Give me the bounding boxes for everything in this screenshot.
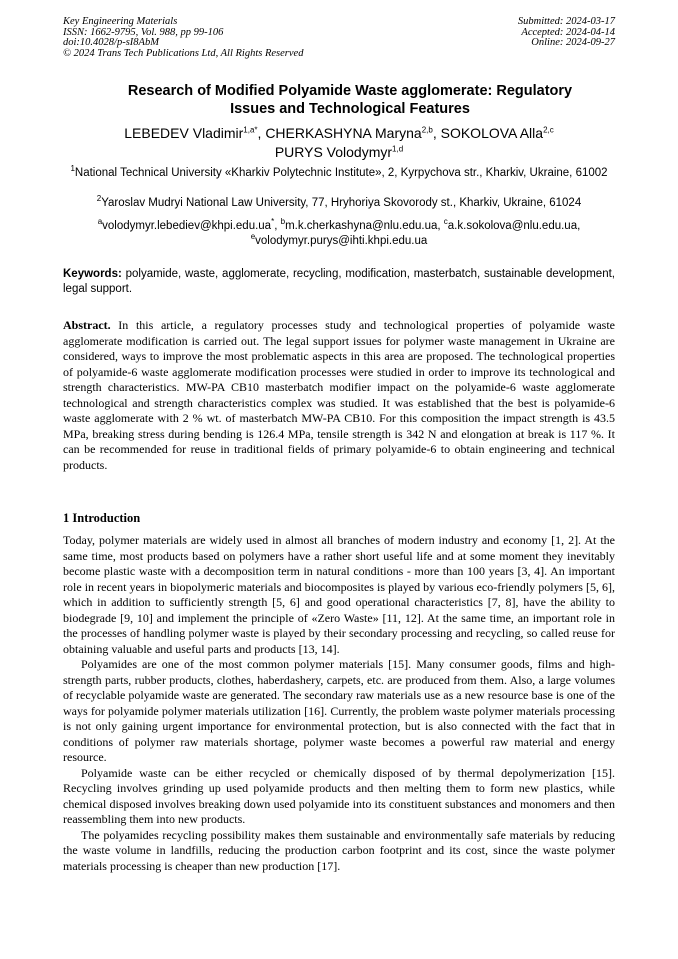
affiliation-1: $^1$National Technical University «Kharkiv Polytechnic Institute», 2, Kyrpychova str., Kharkiv, Ukraine, 61002 <box>70 164 608 179</box>
accepted-date: Accepted: 2024-04-14 <box>521 26 615 38</box>
author-list <box>63 124 615 162</box>
email-link[interactable]: volodymyr.lebediev@khpi.edu.ua <box>102 220 272 232</box>
paper-title-line: Issues and Technological Features <box>230 101 470 117</box>
journal-header-right <box>518 17 615 49</box>
section-heading: 1 Introduction <box>63 511 141 525</box>
author-affiliation-mark: 2,b <box>421 125 433 135</box>
paragraph: Today, polymer materials are widely used in almost all branches of modern industry and economy [1, 2]. At the same time, most products based on polymers have a rather short useful life and at some moment they inevitably become plastic waste with a decomposition term in natural conditions - more than 100 years [3, 4]. An important role in recent years in biopolymeric materials and biocomposites is played by various eco-friendly polymers [5, 6], which in addition to sufficiently strength [5, 6] and good operational characteristics [7, 8], have the ability to biodegrade [9, 10] and implement the principle of «Zero Waste» [11, 12]. At the same time, an important role in the processes of handling polymer waste is played by their secondary processing and recycling, so called reuse for obtaining valuable and useful parts and products [13, 14]. <box>63 533 615 656</box>
introduction-body <box>63 533 615 874</box>
author-affiliation-mark: 1,d <box>392 144 404 154</box>
submitted-date: Submitted: 2024-03-17 <box>517 16 615 27</box>
keywords-text: polyamide, waste, agglomerate, recycling, modification, masterbatch, sustainable development, legal support. <box>63 268 615 295</box>
email-link[interactable]: volodymyr.purys@ihti.khpi.edu.ua <box>255 234 428 247</box>
email-line: $^a$volodymyr.lebediev@khpi.edu.ua*, $^b$m.k.cherkashyna@nlu.edu.ua, $^c$a.k.sokolova@nlu.edu.ua, <box>97 217 581 232</box>
email-link[interactable]: a.k.sokolova@nlu.edu.ua, <box>447 220 581 232</box>
paragraph: Polyamide waste can be either recycled or chemically disposed of by thermal depolymerization [15]. Recycling involves grinding up used polyamide products and then melting them to form new plastics, while chemical disposed involves breaking down used polyamide into its constituent substances and monomers and then reassembling them into new products. <box>63 765 615 826</box>
online-date: Online: 2024-09-27 <box>531 37 615 48</box>
paragraph: The polyamides recycling possibility makes them sustainable and environmentally safe materials by reducing the waste volume in landfills, reducing the production carbon footprint and its cost, since the waste polymer materials processing is cheaper than new production [17]. <box>63 827 615 873</box>
journal-header-left <box>63 17 303 59</box>
abstract-text: In this article, a regulatory processes study and technological properties of polyamide waste agglomerate modification is carried out. The legal support issues for polymer waste management in Ukraine are considered, ways to improve the most problematic aspects in this area are proposed. The technological properties of polyamide-6 waste agglomerate modification processes were studied in order to improve its technological and strength characteristics. MW-PA CB10 masterbatch modifier impact on the polyamide-6 waste agglomerate technological and strength characteristics complex was studied. It was established that the best is polyamide-6 waste agglomerate with 2 % wt. of masterbatch MW-PA CB10. For this composition the impact strength is 43.5 MPa, breaking stress during bending is 126.4 MPa, tensile strength is 342 N and elongation at break is 117 %. It can be recommended for reuse in traditional fields of primary polyamide-6 to obtain engineering and technical products. <box>63 318 615 472</box>
author-name: CHERKASHYNA Maryna <box>265 125 422 141</box>
paper-title-line: Research of Modified Polyamide Waste agglomerate: Regulatory <box>127 83 573 99</box>
email-link[interactable]: m.k.cherkashyna@nlu.edu.ua <box>285 220 438 232</box>
author-affiliation-mark: 2,c <box>543 125 554 135</box>
paragraph: Polyamides are one of the most common polymer materials [15]. Many consumer goods, films and high-strength parts, rubber products, clothes, haberdashery, carpets, etc. are produced from them. Also, a large volumes of recyclable polyamide waste are generated. The secondary raw materials use as a new resource base is one of the ways for polyamide polymer materials utilization [16]. Currently, the problem waste polymer materials processing is not only gaining urgent importance for environmental protection, but is also connected with the fact that in conditions of polymer raw materials shortage, polymer waste becomes a powerful raw material and energy resource. <box>63 657 615 764</box>
author-name: LEBEDEV Vladimir <box>124 125 244 141</box>
issn-line: ISSN: 1662-9795, Vol. 988, pp 99-106 <box>63 26 224 38</box>
keywords-label: Keywords: <box>63 268 122 280</box>
paper-title <box>90 82 610 118</box>
journal-name: Key Engineering Materials <box>63 16 178 27</box>
doi-line: doi:10.4028/p-sI8AbM <box>63 37 159 48</box>
email-line: $^e$volodymyr.purys@ihti.khpi.edu.ua <box>250 231 428 247</box>
abstract-block <box>63 318 615 473</box>
author-line <box>63 143 615 162</box>
author-affiliation-mark: 1,a* <box>243 125 258 135</box>
abstract-label: Abstract. <box>63 318 111 332</box>
copyright-line: © 2024 Trans Tech Publications Ltd, All Rights Reserved <box>63 47 304 59</box>
author-name: PURYS Volodymyr <box>274 144 393 160</box>
email-list <box>63 219 615 248</box>
author-line: LEBEDEV Vladimir$^{1,a*}$, CHERKASHYNA Maryna$^{2,b}$, SOKOLOVA Alla$^{2,c}$ <box>124 125 554 141</box>
affiliation-2: $^2$Yaroslav Mudryi National Law University, 77, Hryhoriya Skovorody st., Kharkiv, Ukraine, 61024 <box>96 194 582 209</box>
keywords-block <box>63 267 615 297</box>
author-name: SOKOLOVA Alla <box>440 125 544 141</box>
